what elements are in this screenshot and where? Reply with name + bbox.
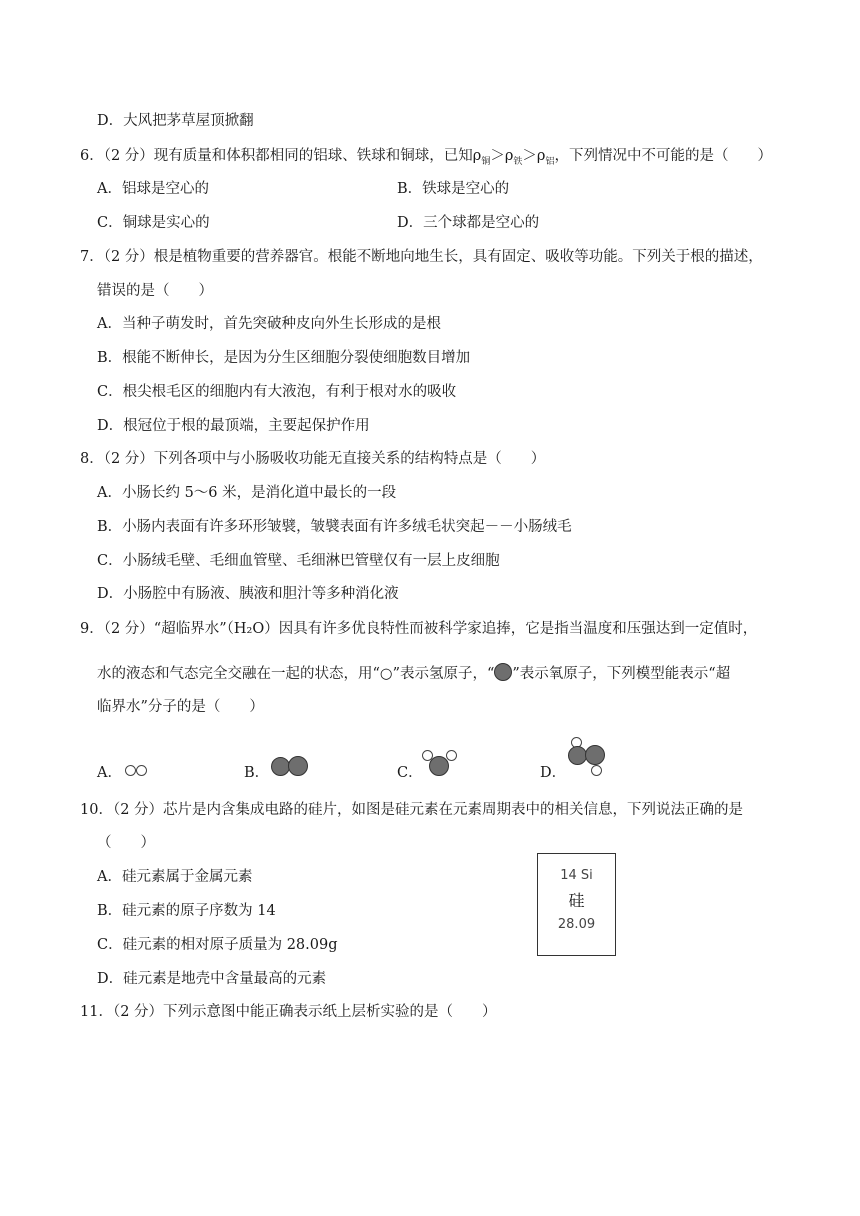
hydrogen-atom-icon <box>136 765 147 776</box>
element-atomic-mass: 28.09 <box>557 917 596 932</box>
hydrogen-atom-icon <box>591 765 602 776</box>
q7-stem-line2: 错误的是（ ） <box>97 283 213 299</box>
q6-stem <box>80 146 772 172</box>
q6-option-b: B．铁球是空心的 <box>397 181 510 197</box>
q10-stem-line2: （ ） <box>97 835 155 851</box>
q9-stem-line3: 临界水”分子的是（ ） <box>97 699 264 715</box>
q7-option-a: A．当种子萌发时，首先突破种皮向外生长形成的是根 <box>97 316 441 332</box>
q10-stem-line1: 10．（2 分）芯片是内含集成电路的硅片，如图是硅元素在元素周期表中的相关信息，下列说法正确的是 <box>80 802 744 818</box>
q8-stem: 8．（2 分）下列各项中与小肠吸收功能无直接关系的结构特点是（ ） <box>80 451 546 467</box>
q9-option-c: C． <box>397 765 423 781</box>
q6-stem-end: ，下列情况中不可能的是（ ） <box>554 148 772 164</box>
q6-option-c: C．铜球是实心的 <box>97 215 210 231</box>
q8-option-d: D．小肠腔中有肠液、胰液和胆汁等多种消化液 <box>97 586 399 602</box>
q9-option-d: D． <box>540 765 567 781</box>
q6-stem-part: 6．（2 分）现有质量和体积都相同的铝球、铁球和铜球，已知ρ <box>80 148 482 164</box>
oxygen-atom-icon <box>585 745 605 765</box>
q10-option-c: C．硅元素的相对原子质量为 28.09g <box>97 937 338 953</box>
q11-stem: 11．（2 分）下列示意图中能正确表示纸上层析实验的是（ ） <box>80 1004 497 1020</box>
oxygen-atom-icon <box>288 756 308 776</box>
hydrogen-atom-icon <box>125 765 136 776</box>
q10-option-d: D．硅元素是地壳中含量最高的元素 <box>97 971 327 987</box>
q8-option-c: C．小肠绒毛壁、毛细血管壁、毛细淋巴管壁仅有一层上皮细胞 <box>97 553 500 569</box>
q10-option-b: B．硅元素的原子序数为 14 <box>97 903 276 919</box>
q8-option-b: B．小肠内表面有许多环形皱襞，皱襞表面有许多绒毛状突起－－小肠绒毛 <box>97 519 572 535</box>
q9-option-b: B． <box>244 765 270 781</box>
q9-stem-part: 水的液态和气态完全交融在一起的状态，用“○”表示氢原子，“ <box>97 666 495 682</box>
q6-sub-aluminium: 铝 <box>545 156 555 167</box>
q10-option-a: A．硅元素属于金属元素 <box>97 869 253 885</box>
q9-stem-part: ”表示氧原子，下列模型能表示“超 <box>512 666 731 682</box>
q9-stem-line2 <box>97 663 730 684</box>
q7-option-b: B．根能不断伸长，是因为分生区细胞分裂使细胞数目增加 <box>97 350 471 366</box>
q6-option-a: A．铝球是空心的 <box>97 181 209 197</box>
hydrogen-atom-icon <box>446 750 457 761</box>
q7-option-d: D．根冠位于根的最顶端，主要起保护作用 <box>97 418 370 434</box>
q9-option-a: A． <box>97 765 122 781</box>
q6-gt: ＞ρ <box>490 148 514 164</box>
q5-option-d: D．大风把茅草屋顶掀翻 <box>97 113 254 129</box>
q6-option-d: D．三个球都是空心的 <box>397 215 540 231</box>
oxygen-atom-icon <box>429 756 449 776</box>
q7-stem-line1: 7．（2 分）根是植物重要的营养器官。根能不断地向地生长，具有固定、吸收等功能。下列关于根的描述， <box>80 249 763 265</box>
q6-sub-iron: 铁 <box>513 156 523 167</box>
element-number-symbol: 14 Si <box>560 868 593 883</box>
q6-gt: ＞ρ <box>522 148 546 164</box>
element-name: 硅 <box>568 891 585 910</box>
q8-option-a: A．小肠长约 5～6 米，是消化道中最长的一段 <box>97 485 397 501</box>
q6-sub-copper: 铜 <box>481 156 491 167</box>
q7-option-c: C．根尖根毛区的细胞内有大液泡，有利于根对水的吸收 <box>97 384 457 400</box>
q9-stem-line1: 9．（2 分）“超临界水”（H₂O）因具有许多优良特性而被科学家追捧，它是指当温度和压强达到一定值时， <box>80 621 758 637</box>
periodic-table-element-card <box>537 853 616 956</box>
hydrogen-atom-icon <box>422 750 433 761</box>
oxygen-atom-icon <box>494 663 512 681</box>
